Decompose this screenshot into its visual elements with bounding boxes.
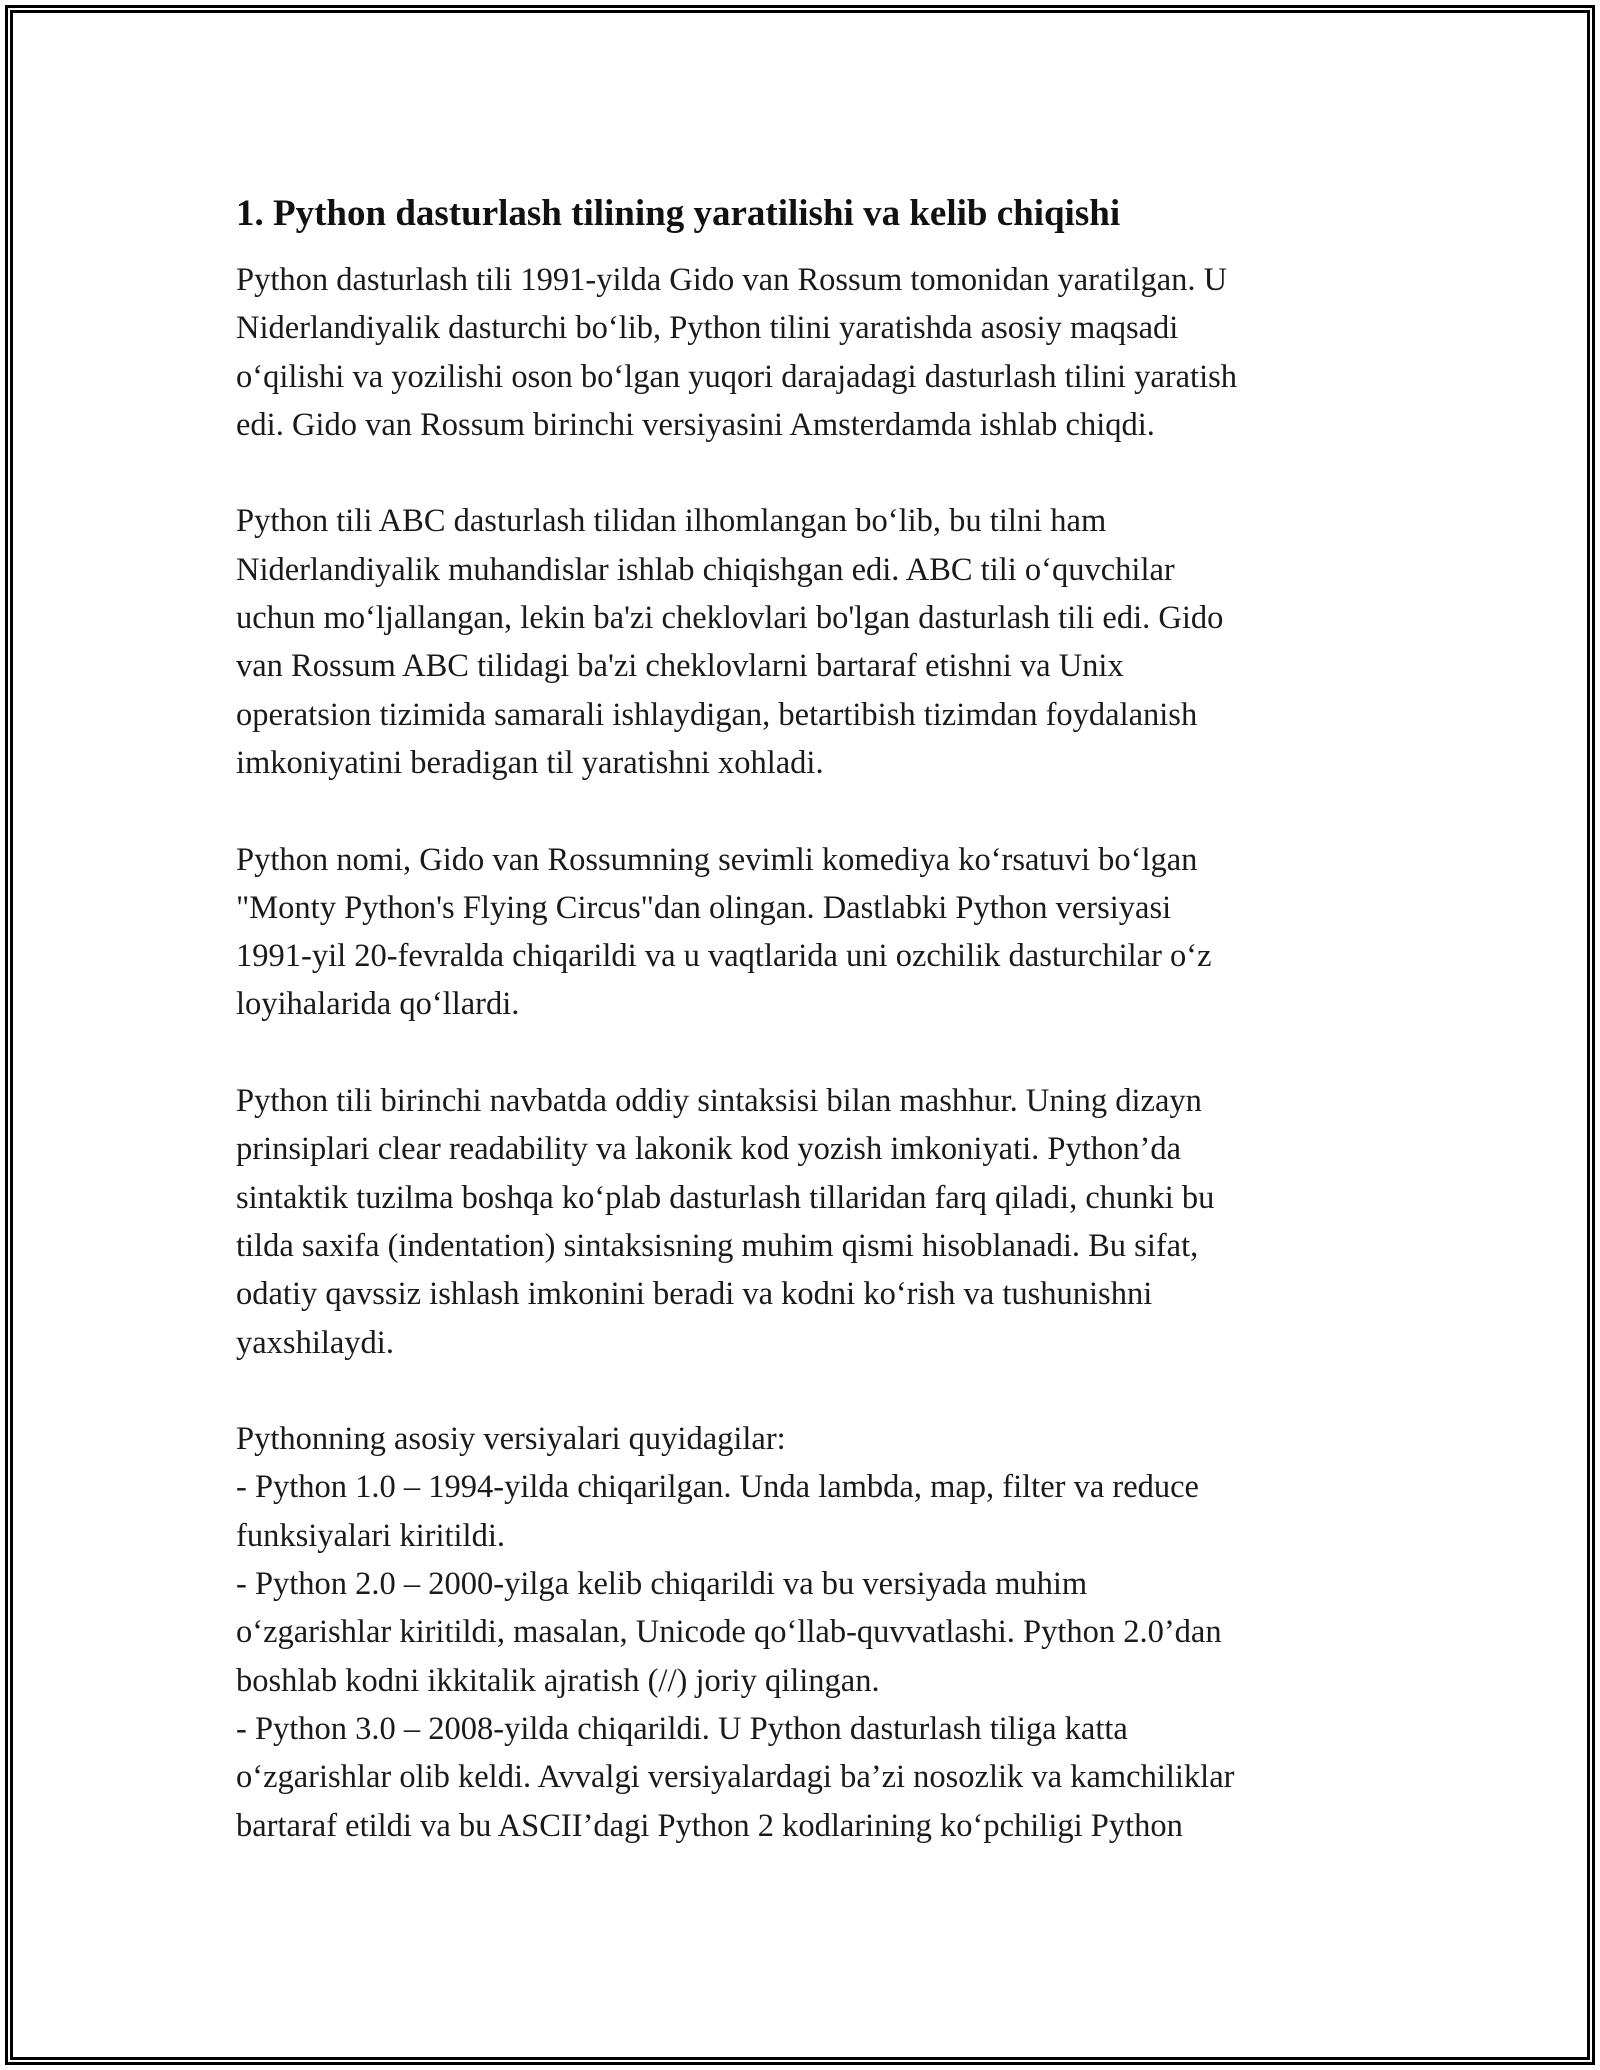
list-item: - Python 3.0 – 2008-yilda chiqarildi. U Python dasturlash tiliga katta (236, 1710, 1128, 1747)
text-line: Python dasturlash tili 1991-yilda Gido van Rossum tomonidan yaratilgan. U (236, 262, 1228, 298)
text-line: sintaktik tuzilma boshqa ko‘plab dasturlash tillaridan farq qiladi, chunki bu (236, 1179, 1215, 1216)
text-line: Niderlandiyalik dasturchi bo‘lib, Python tilini yaratishda asosiy maqsadi (236, 310, 1179, 347)
document-body (236, 190, 1376, 1898)
text-line: funksiyalari kiritildi. (236, 1517, 505, 1554)
text-line: yaxshilaydi. (236, 1324, 394, 1361)
text-line: odatiy qavssiz ishlash imkonini beradi va kodni ko‘rish va tushunishni (236, 1276, 1153, 1313)
list-item: - Python 1.0 – 1994-yilda chiqarilgan. Unda lambda, map, filter va reduce (236, 1469, 1199, 1506)
text-line: imkoniyatini beradigan til yaratishni xohladi. (236, 744, 824, 781)
text-line: o‘zgarishlar kiritildi, masalan, Unicode qo‘llab-quvvatlashi. Python 2.0’dan (236, 1614, 1222, 1651)
text-line: o‘zgarishlar olib keldi. Avvalgi versiyalardagi ba’zi nosozlik va kamchiliklar (236, 1759, 1235, 1796)
paragraph-name-origin (236, 836, 1376, 1029)
text-line: operatsion tizimida samarali ishlaydigan, betartibish tizimdan foydalanish (236, 696, 1198, 733)
paragraph-versions (236, 1415, 1376, 1850)
section-heading: 1. Python dasturlash tilining yaratilishi va kelib chiqishi (236, 193, 1121, 234)
list-item: - Python 2.0 – 2000-yilga kelib chiqarildi va bu versiyada muhim (236, 1566, 1088, 1603)
text-line: prinsiplari clear readability va lakonik kod yozish imkoniyati. Python’da (236, 1131, 1181, 1168)
text-line: uchun mo‘ljallangan, lekin ba'zi cheklovlari bo'lgan dasturlash tili edi. Gido (236, 600, 1224, 637)
text-line: Python nomi, Gido van Rossumning sevimli komediya ko‘rsatuvi bo‘lgan (236, 841, 1198, 878)
text-line: van Rossum ABC tilidagi ba'zi cheklovlarni bartaraf etishni va Unix (236, 648, 1124, 685)
text-line: loyihalarida qo‘llardi. (236, 986, 520, 1023)
text-line: edi. Gido van Rossum birinchi versiyasini Amsterdamda ishlab chiqdi. (236, 406, 1155, 443)
paragraph-syntax (236, 1077, 1376, 1367)
text-line: boshlab kodni ikkitalik ajratish (//) joriy qilingan. (236, 1662, 880, 1699)
text-line: o‘qilishi va yozilishi oson bo‘lgan yuqori darajadagi dasturlash tilini yaratish (236, 358, 1237, 395)
paragraph-abc-influence (236, 497, 1376, 787)
text-line: "Monty Python's Flying Circus"dan olingan. Dastlabki Python versiyasi (236, 889, 1172, 926)
text-line: 1991-yil 20-fevralda chiqarildi va u vaqtlarida uni ozchilik dasturchilar o‘z (236, 938, 1212, 975)
text-line: Niderlandiyalik muhandislar ishlab chiqishgan edi. ABC tili o‘quvchilar (236, 551, 1175, 588)
text-line: bartaraf etildi va bu ASCII’dagi Python 2 kodlarining ko‘pchiligi Python (236, 1807, 1183, 1844)
text-line: Python tili ABC dasturlash tilidan ilhomlangan bo‘lib, bu tilni ham (236, 503, 1107, 540)
text-line: Pythonning asosiy versiyalari quyidagilar: (236, 1421, 786, 1458)
text-line: tilda saxifa (indentation) sintaksisning muhim qismi hisoblanadi. Bu sifat, (236, 1227, 1199, 1264)
paragraph-origin (236, 256, 1376, 449)
text-line: Python tili birinchi navbatda oddiy sintaksisi bilan mashhur. Uning dizayn (236, 1083, 1202, 1120)
